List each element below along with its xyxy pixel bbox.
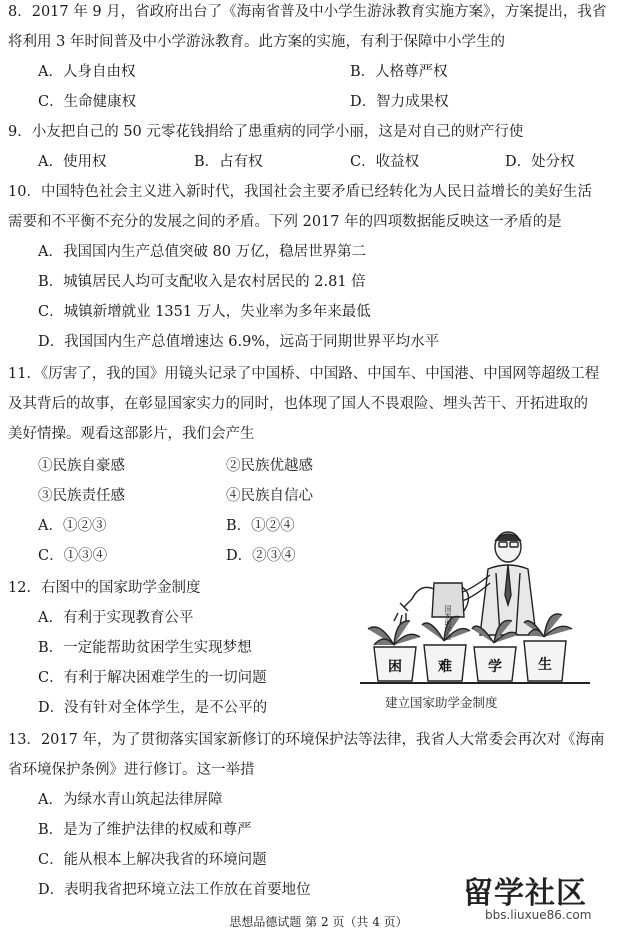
watermark-logo-text: 留学社区 [463,876,587,911]
q10-option-d: D．我国国内生产总值增速达 6.9%，远高于同期世界平均水平 [38,334,440,350]
q9-stem-line1: 9．小友把自己的 50 元零花钱捐给了患重病的同学小丽，这是对自己的财产行使 [8,124,524,140]
q13-option-d: D．表明我省把环境立法工作放在首要地位 [38,882,311,898]
pot-label-1: 困 [388,659,402,675]
q8-option-d: D．智力成果权 [350,94,449,110]
q11-item-3: ③民族责任感 [38,488,125,504]
page-footer: 思想品德试题 第 2 页（共 4 页） [229,915,408,929]
q11-item-2: ②民族优越感 [226,458,313,474]
q12-option-b: B．一定能帮助贫困学生实现梦想 [38,640,252,656]
q11-option-b: B．①②④ [226,518,295,534]
watermark-url: bbs.liuxue86.com [485,908,592,922]
figure-caption: 建立国家助学金制度 [385,695,498,710]
q10-stem-line2: 需要和不平衡不充分的发展之间的矛盾。下列 2017 年的四项数据能反映这一矛盾的是 [8,214,562,230]
q10-option-c: C．城镇新增就业 1351 万人，失业率为多年来最低 [38,304,371,320]
q11-item-1: ①民族自豪感 [38,458,125,474]
q13-option-c: C．能从根本上解决我省的环境问题 [38,852,267,868]
q13-option-b: B．是为了维护法律的权威和尊严 [38,822,252,838]
q12-stem-line1: 12．右图中的国家助学金制度 [8,580,201,596]
q8-stem-line1: 8．2017 年 9 月，省政府出台了《海南省普及中小学生游泳教育实施方案》，方案提出，我省 [8,4,607,20]
q10-option-a: A．我国国内生产总值突破 80 万亿，稳居世界第二 [38,244,367,260]
q11-item-4: ④民族自信心 [226,488,313,504]
q11-stem-line2: 及其背后的故事，在彰显国家实力的同时，也体现了国人不畏艰险、埋头苦干、开拓进取的 [8,396,588,412]
q11-option-c: C．①③④ [38,548,108,564]
watering-can-label: 国家助学金 [444,605,452,640]
q8-stem-line2: 将利用 3 年时间普及中小学游泳教育。此方案的实施，有利于保障中小学生的 [8,34,505,50]
q8-option-c: C．生命健康权 [38,94,137,110]
q10-option-b: B．城镇居民人均可支配收入是农村居民的 2.81 倍 [38,274,366,290]
q11-option-a: A．①②③ [38,518,107,534]
q9-option-a: A．使用权 [38,154,107,170]
q10-stem-line1: 10．中国特色社会主义进入新时代，我国社会主要矛盾已经转化为人民日益增长的美好生活 [8,184,592,200]
q12-option-a: A．有利于实现教育公平 [38,610,194,626]
pot-label-4: 生 [538,657,552,673]
q8-option-a: A．人身自由权 [38,64,136,80]
q11-stem-line3: 美好情操。观看这部影片，我们会产生 [8,426,255,442]
q9-option-b: B．占有权 [194,154,263,170]
q8-option-b: B．人格尊严权 [350,64,448,80]
q13-option-a: A．为绿水青山筑起法律屏障 [38,792,223,808]
q11-stem-line1: 11．《厉害了，我的国》用镜头记录了中国桥、中国路、中国车、中国港、中国网等超级工程 [8,366,600,382]
q9-option-c: C．收益权 [350,154,420,170]
pot-label-3: 学 [488,659,502,675]
q9-option-d: D．处分权 [505,154,575,170]
q12-option-c: C．有利于解决困难学生的一切问题 [38,670,267,686]
q13-stem-line2: 省环境保护条例》进行修订。这一举措 [8,762,255,778]
pot-label-2: 难 [438,659,452,675]
q11-option-d: D．②③④ [226,548,296,564]
q13-stem-line1: 13．2017 年，为了贯彻落实国家新修订的环境保护法等法律，我省人大常委会再次对《海南 [8,732,605,748]
q12-option-d: D．没有针对全体学生，是不公平的 [38,700,268,716]
scholarship-illustration [360,525,590,715]
